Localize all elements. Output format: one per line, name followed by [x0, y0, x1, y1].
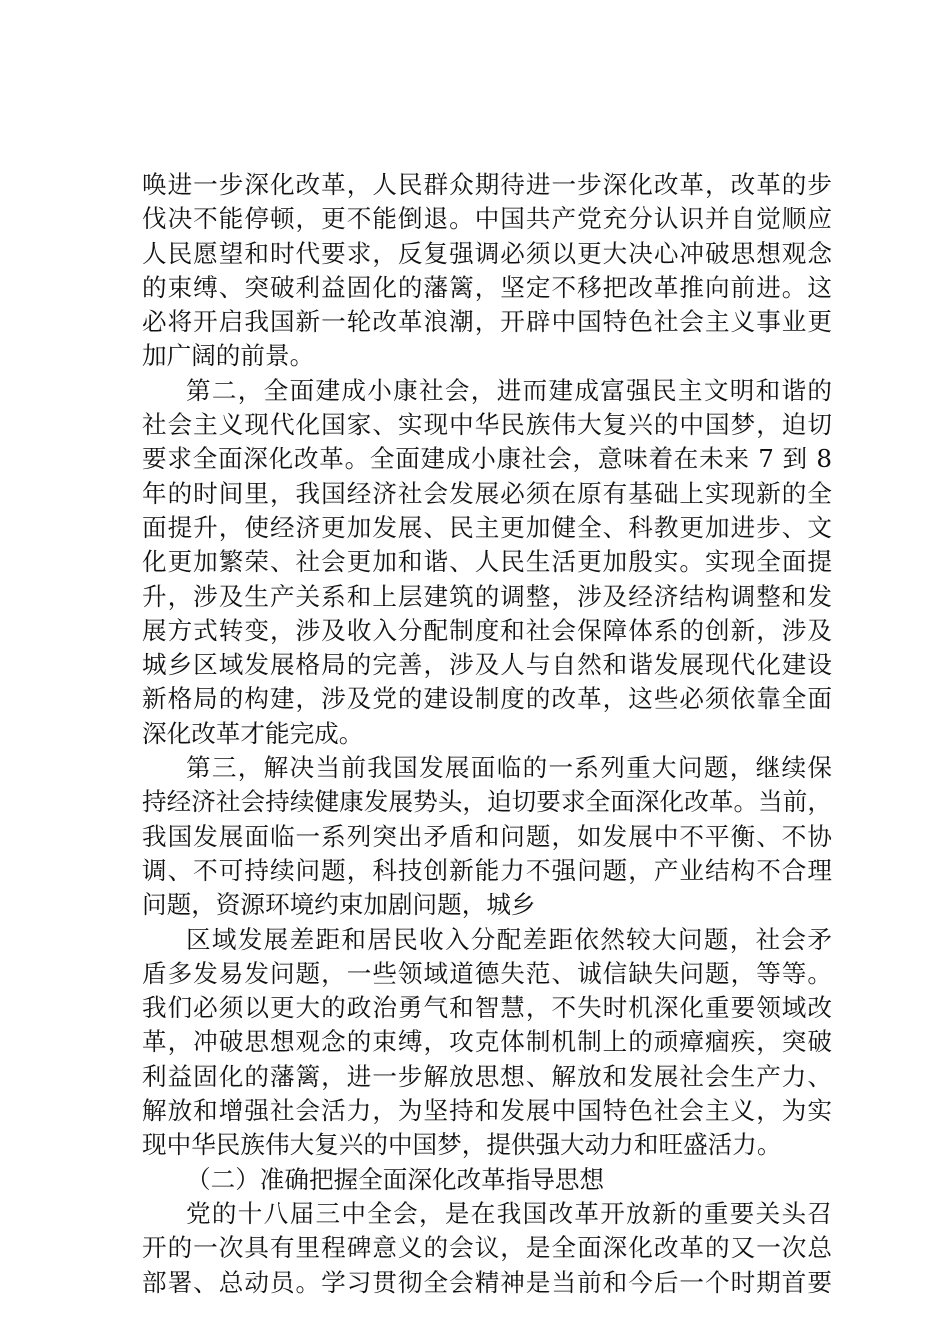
text-line: 盾多发易发问题，一些领域道德失范、诚信缺失问题，等等。: [142, 958, 832, 988]
section-heading: （二）准确把握全面深化改革指导思想: [186, 1164, 605, 1194]
text-line: 升，涉及生产关系和上层建筑的调整，涉及经济结构调整和发: [142, 581, 832, 611]
paragraph-start-line: 第三，解决当前我国发展面临的一系列重大问题，继续保: [186, 753, 832, 783]
text-line: 部署、总动员。学习贯彻全会精神是当前和今后一个时期首要: [142, 1267, 832, 1297]
text-line: 深化改革才能完成。: [142, 718, 364, 748]
text-line: 我国发展面临一系列突出矛盾和问题，如发展中不平衡、不协: [142, 821, 832, 851]
text-line: 利益固化的藩篱，进一步解放思想、解放和发展社会生产力、: [142, 1061, 832, 1091]
text-line: 的束缚、突破利益固化的藩篱，坚定不移把改革推向前进。这: [142, 272, 832, 302]
text-line: 开的一次具有里程碑意义的会议，是全面深化改革的又一次总: [142, 1233, 832, 1263]
text-line: 年的时间里，我国经济社会发展必须在原有基础上实现新的全: [142, 478, 832, 508]
text-line: 要求全面深化改革。全面建成小康社会，意味着在未来 7 到 8: [142, 444, 832, 474]
text-line: 新格局的构建，涉及党的建设制度的改革，这些必须依靠全面: [142, 684, 832, 714]
paragraph-start-line: 党的十八届三中全会，是在我国改革开放新的重要关头召: [186, 1198, 832, 1228]
text-line: 持经济社会持续健康发展势头，迫切要求全面深化改革。当前，: [142, 787, 832, 817]
text-line: 伐决不能停顿，更不能倒退。中国共产党充分认识并自觉顺应: [142, 204, 832, 234]
text-line: 必将开启我国新一轮改革浪潮，开辟中国特色社会主义事业更: [142, 307, 832, 337]
text-line: 调、不可持续问题，科技创新能力不强问题，产业结构不合理: [142, 855, 832, 885]
paragraph-start-line: 第二，全面建成小康社会，进而建成富强民主文明和谐的: [186, 375, 832, 405]
text-line: 唤进一步深化改革，人民群众期待进一步深化改革，改革的步: [142, 170, 832, 199]
text-line: 解放和增强社会活力，为坚持和发展中国特色社会主义，为实: [142, 1096, 832, 1126]
text-line: 化更加繁荣、社会更加和谐、人民生活更加殷实。实现全面提: [142, 547, 832, 577]
paragraph-start-line: 区域发展差距和居民收入分配差距依然较大问题，社会矛: [186, 924, 832, 954]
text-line: 问题，资源环境约束加剧问题，城乡: [142, 890, 536, 920]
text-line: 加广阔的前景。: [142, 341, 315, 371]
text-line: 展方式转变，涉及收入分配制度和社会保障体系的创新，涉及: [142, 615, 832, 645]
text-line: 面提升，使经济更加发展、民主更加健全、科教更加进步、文: [142, 512, 832, 542]
text-line: 革，冲破思想观念的束缚，攻克体制机制上的顽瘴痼疾，突破: [142, 1027, 832, 1057]
text-line: 社会主义现代化国家、实现中华民族伟大复兴的中国梦，迫切: [142, 410, 832, 440]
text-line: 城乡区域发展格局的完善，涉及人与自然和谐发展现代化建设: [142, 650, 832, 680]
text-line: 人民愿望和时代要求，反复强调必须以更大决心冲破思想观念: [142, 238, 832, 268]
document-body: [142, 168, 832, 1300]
text-line: 我们必须以更大的政治勇气和智慧，不失时机深化重要领域改: [142, 993, 832, 1023]
text-line: 现中华民族伟大复兴的中国梦，提供强大动力和旺盛活力。: [142, 1130, 782, 1160]
